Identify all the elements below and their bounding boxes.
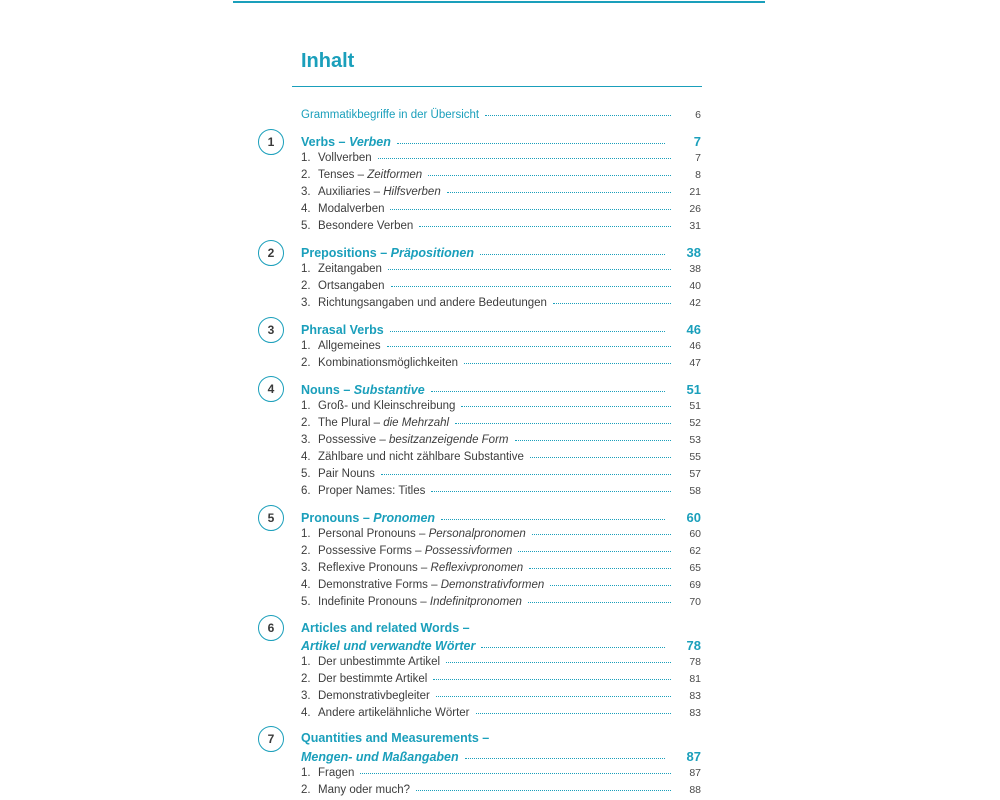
section-page: 42 — [689, 297, 701, 309]
dot-leader — [360, 773, 671, 774]
chapter-title-en: Verbs — [301, 135, 336, 149]
chapter-heading[interactable] — [301, 245, 701, 260]
chapter-number-badge: 7 — [258, 726, 284, 752]
section-number: 5. — [301, 596, 311, 608]
dot-leader — [446, 662, 671, 663]
section-title: Tenses – — [318, 169, 368, 181]
section-title: Auxiliaries – — [318, 186, 384, 198]
section-page: 83 — [689, 707, 701, 719]
section-number: 4. — [301, 579, 311, 591]
section-number: 2. — [301, 417, 311, 429]
chapter-number-badge: 4 — [258, 376, 284, 402]
chapter-heading-line1[interactable] — [301, 731, 701, 745]
section-title: Indefinite Pronouns – — [318, 596, 430, 608]
toc-section-row[interactable] — [301, 707, 701, 719]
dot-leader — [529, 568, 671, 569]
section-page: 78 — [689, 656, 701, 668]
section-title-de: Indefinitpronomen — [429, 596, 522, 608]
toc-section-row[interactable] — [301, 579, 701, 591]
toc-section-row[interactable] — [301, 186, 701, 198]
chapter-title-en: Phrasal Verbs — [301, 323, 384, 337]
dot-leader — [518, 551, 671, 552]
section-title: Richtungsangaben und andere Bedeutungen — [318, 297, 547, 309]
dot-leader — [465, 758, 665, 759]
section-page: 51 — [689, 400, 701, 412]
dot-leader — [381, 474, 671, 475]
title-rule — [292, 86, 702, 87]
toc-section-row[interactable] — [301, 417, 701, 429]
section-title: Andere artikelähnliche Wörter — [318, 707, 470, 719]
section-number: 3. — [301, 297, 311, 309]
section-title: Personal Pronouns – — [318, 528, 429, 540]
chapter-page: 60 — [686, 510, 701, 525]
dot-leader — [428, 175, 671, 176]
page-title: Inhalt — [301, 50, 355, 72]
toc-section-row[interactable] — [301, 169, 701, 181]
section-title: Der unbestimmte Artikel — [318, 656, 441, 668]
section-page: 53 — [689, 434, 701, 446]
section-title-de: besitzanzeigende Form — [388, 434, 509, 446]
section-page: 21 — [689, 186, 701, 198]
section-page: 55 — [689, 451, 701, 463]
toc-intro-label: Grammatikbegriffe in der Übersicht — [301, 109, 480, 121]
section-number: 1. — [301, 767, 311, 779]
section-page: 62 — [689, 545, 701, 557]
chapter-title-de: Präpositionen — [390, 246, 474, 260]
chapter-title-de: Mengen- und Maßangaben — [301, 750, 459, 764]
dot-leader — [515, 440, 672, 441]
section-title: The Plural – — [318, 417, 384, 429]
toc-section-row[interactable] — [301, 545, 701, 557]
toc-intro-row[interactable] — [301, 109, 701, 121]
toc-section-row[interactable] — [301, 784, 701, 796]
section-number: 1. — [301, 152, 311, 164]
chapter-title-en: Quantities and Measurements — [301, 731, 479, 745]
dot-leader — [390, 209, 671, 210]
section-page: 83 — [689, 690, 701, 702]
section-number: 4. — [301, 203, 311, 215]
section-page: 47 — [689, 357, 701, 369]
section-page: 69 — [689, 579, 701, 591]
section-title: Demonstrativbegleiter — [318, 690, 430, 702]
section-title-de: Reflexivpronomen — [430, 562, 524, 574]
toc-section-row[interactable] — [301, 673, 701, 685]
chapter-heading[interactable] — [301, 510, 701, 525]
section-title: Besondere Verben — [318, 220, 414, 232]
toc-section-row[interactable] — [301, 297, 701, 309]
section-number: 2. — [301, 545, 311, 557]
section-page: 60 — [689, 528, 701, 540]
chapter-heading-line1[interactable] — [301, 621, 701, 635]
toc-section-row[interactable] — [301, 357, 701, 369]
dot-leader — [481, 647, 665, 648]
section-title: Kombinationsmöglichkeiten — [318, 357, 458, 369]
section-page: 88 — [689, 784, 701, 796]
toc-section-row[interactable] — [301, 434, 701, 446]
chapter-title-separator: – — [359, 511, 374, 525]
toc-intro-page: 6 — [695, 109, 701, 121]
chapter-page: 7 — [693, 134, 701, 149]
section-number: 2. — [301, 357, 311, 369]
section-title: Fragen — [318, 767, 355, 779]
chapter-title-separator: – — [376, 246, 391, 260]
dot-leader — [553, 303, 671, 304]
section-number: 5. — [301, 468, 311, 480]
section-number: 3. — [301, 434, 311, 446]
section-title-de: Possessivformen — [424, 545, 513, 557]
section-number: 2. — [301, 169, 311, 181]
section-title-de: Personalpronomen — [428, 528, 526, 540]
dot-leader — [388, 269, 671, 270]
dot-leader — [416, 790, 671, 791]
chapter-number-badge: 1 — [258, 129, 284, 155]
section-title: Many oder much? — [318, 784, 411, 796]
toc-section-row[interactable] — [301, 152, 701, 164]
section-page: 81 — [689, 673, 701, 685]
chapter-title-separator: – — [459, 621, 470, 635]
section-page: 58 — [689, 485, 701, 497]
chapter-title-en: Articles and related Words — [301, 621, 460, 635]
dot-leader — [530, 457, 671, 458]
toc-section-row[interactable] — [301, 485, 701, 497]
chapter-number-badge: 5 — [258, 505, 284, 531]
section-title: Der bestimmte Artikel — [318, 673, 428, 685]
chapter-page: 38 — [686, 245, 701, 260]
section-number: 2. — [301, 784, 311, 796]
section-title: Proper Names: Titles — [318, 485, 426, 497]
chapter-page: 51 — [686, 382, 701, 397]
chapter-title-en: Nouns — [301, 383, 340, 397]
chapter-page: 46 — [686, 322, 701, 337]
section-page: 31 — [689, 220, 701, 232]
section-title: Pair Nouns — [318, 468, 375, 480]
dot-leader — [447, 192, 671, 193]
toc-section-row[interactable] — [301, 203, 701, 215]
dot-leader — [391, 286, 672, 287]
chapter-title-en: Pronouns — [301, 511, 360, 525]
toc-section-row[interactable] — [301, 263, 701, 275]
toc-section-row[interactable] — [301, 690, 701, 702]
section-page: 40 — [689, 280, 701, 292]
dot-leader — [461, 406, 671, 407]
section-page: 70 — [689, 596, 701, 608]
chapter-page: 78 — [686, 638, 701, 653]
section-title: Possessive Forms – — [318, 545, 425, 557]
section-title: Modalverben — [318, 203, 385, 215]
section-page: 87 — [689, 767, 701, 779]
dot-leader — [419, 226, 671, 227]
section-title-de: Hilfsverben — [383, 186, 441, 198]
section-page: 52 — [689, 417, 701, 429]
chapter-heading[interactable] — [301, 638, 701, 653]
dot-leader — [455, 423, 671, 424]
toc-section-row[interactable] — [301, 220, 701, 232]
dot-leader — [390, 331, 665, 332]
section-page: 7 — [695, 152, 701, 164]
chapter-heading[interactable] — [301, 322, 701, 337]
dot-leader — [431, 491, 671, 492]
chapter-title-separator: – — [478, 731, 490, 745]
toc-section-row[interactable] — [301, 596, 701, 608]
chapter-title-de: Verben — [348, 135, 391, 149]
toc-section-row[interactable] — [301, 340, 701, 352]
dot-leader — [532, 534, 671, 535]
chapter-heading[interactable] — [301, 134, 701, 149]
chapter-heading[interactable] — [301, 749, 701, 764]
chapter-heading[interactable] — [301, 382, 701, 397]
dot-leader — [387, 346, 671, 347]
toc-section-row[interactable] — [301, 528, 701, 540]
toc-section-row[interactable] — [301, 280, 701, 292]
section-page: 38 — [689, 263, 701, 275]
dot-leader — [528, 602, 671, 603]
section-page: 8 — [695, 169, 701, 181]
section-number: 1. — [301, 528, 311, 540]
section-number: 3. — [301, 186, 311, 198]
section-page: 57 — [689, 468, 701, 480]
section-page: 26 — [689, 203, 701, 215]
section-page: 46 — [689, 340, 701, 352]
section-title: Ortsangaben — [318, 280, 385, 292]
section-title-de: Zeitformen — [367, 169, 423, 181]
chapter-title-de: Substantive — [353, 383, 425, 397]
chapter-title-en: Prepositions — [301, 246, 377, 260]
section-number: 1. — [301, 656, 311, 668]
section-number: 3. — [301, 690, 311, 702]
section-title: Groß- und Kleinschreibung — [318, 400, 456, 412]
chapter-number-badge: 3 — [258, 317, 284, 343]
section-title: Zeitangaben — [318, 263, 382, 275]
toc-section-row[interactable] — [301, 562, 701, 574]
section-page: 65 — [689, 562, 701, 574]
dot-leader — [476, 713, 672, 714]
dot-leader — [378, 158, 671, 159]
chapter-page: 87 — [686, 749, 701, 764]
chapter-title-separator: – — [335, 135, 349, 149]
dot-leader — [436, 696, 671, 697]
chapter-title-separator: – — [339, 383, 354, 397]
dot-leader — [431, 391, 665, 392]
toc-section-row[interactable] — [301, 400, 701, 412]
dot-leader — [480, 254, 665, 255]
section-number: 1. — [301, 263, 311, 275]
section-title-de: die Mehrzahl — [383, 417, 450, 429]
toc-section-row[interactable] — [301, 656, 701, 668]
dot-leader — [464, 363, 671, 364]
section-title: Reflexive Pronouns – — [318, 562, 431, 574]
section-number: 6. — [301, 485, 311, 497]
chapter-title-de: Artikel und verwandte Wörter — [301, 639, 476, 653]
section-number: 4. — [301, 451, 311, 463]
section-number: 1. — [301, 400, 311, 412]
toc-section-row[interactable] — [301, 767, 701, 779]
chapter-number-badge: 2 — [258, 240, 284, 266]
section-number: 1. — [301, 340, 311, 352]
toc-section-row[interactable] — [301, 451, 701, 463]
section-title: Vollverben — [318, 152, 372, 164]
section-title: Allgemeines — [318, 340, 381, 352]
section-number: 2. — [301, 280, 311, 292]
section-number: 2. — [301, 673, 311, 685]
dot-leader — [550, 585, 671, 586]
section-title: Demonstrative Forms – — [318, 579, 441, 591]
section-number: 3. — [301, 562, 311, 574]
chapter-number-badge: 6 — [258, 615, 284, 641]
dot-leader — [433, 679, 671, 680]
dot-leader — [397, 143, 665, 144]
section-title: Zählbare und nicht zählbare Substantive — [318, 451, 524, 463]
top-rule — [233, 1, 765, 3]
dot-leader — [441, 519, 665, 520]
section-number: 4. — [301, 707, 311, 719]
chapter-title-de: Pronomen — [373, 511, 436, 525]
toc-section-row[interactable] — [301, 468, 701, 480]
section-number: 5. — [301, 220, 311, 232]
dot-leader — [485, 115, 671, 116]
section-title: Possessive – — [318, 434, 389, 446]
section-title-de: Demonstrativformen — [440, 579, 545, 591]
